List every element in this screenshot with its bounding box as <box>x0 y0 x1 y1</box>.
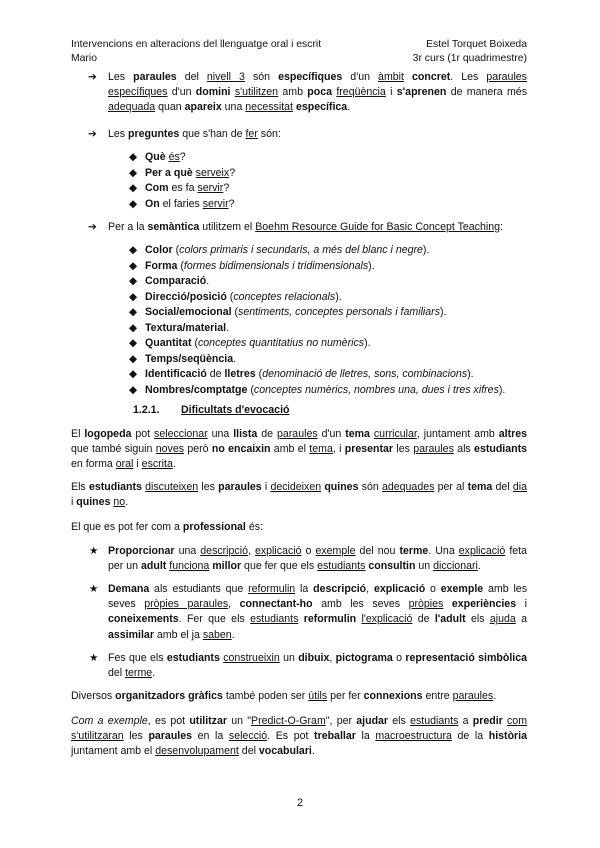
paragraph-nivell-3: Les paraules del nivell 3 són específiques d'un àmbit concret. Les paraules específiques d'un domini s'utilitzen amb poca freqüència i s'aprenen de manera més adequada quan apareix una necessitat específica. <box>108 71 527 114</box>
list-item: Quantitat (conceptes quantitatius no numèrics). <box>145 337 371 349</box>
diamond-bullet: ◆ <box>129 244 138 256</box>
list-item: On el faries servir? <box>145 197 235 210</box>
list-item: Què és? <box>145 151 186 163</box>
star-bullet: ★ <box>89 652 99 664</box>
list-item: Com es fa servir? <box>145 182 230 194</box>
list-item: Color (colors primaris i secundaris, a més del blanc i negre). <box>145 244 430 256</box>
diamond-bullet: ◆ <box>129 306 138 318</box>
star-item-demana: Demana als estudiants que reformulin la descripció, explicació o exemple amb les seves pròpies paraules, connectant-ho amb les seves pròpies experiències i coneixements. Fer que els estudiants reformulin l'explicació de l'adult els ajuda a assimilar amb el ja saben. <box>108 583 527 641</box>
section-number: 1.2.1. <box>133 404 160 416</box>
diamond-bullet: ◆ <box>129 352 138 365</box>
list-item: Temps/seqüència. <box>145 352 237 365</box>
list-item: Identificació de lletres (denominació de lletres, sons, combinacions). <box>145 368 474 380</box>
diamond-bullet: ◆ <box>129 259 138 272</box>
list-item: Forma (formes bidimensionals i tridimensionals). <box>145 259 375 272</box>
paragraph-organitzadors: Diversos organitzadors gràfics també poden ser útils per fer connexions entre paraules. <box>71 690 497 702</box>
diamond-bullet: ◆ <box>129 337 138 349</box>
diamond-bullet: ◆ <box>129 321 138 334</box>
diamond-bullet: ◆ <box>129 368 138 380</box>
paragraph-exemple: Com a exemple, es pot utilitzar un "Predict-O-Gram", per ajudar els estudiants a predir com s'utilitzaran les paraules en la selecció. Es pot treballar la macroestructura de la història juntament amb el desenvolupament del vocabulari. <box>71 715 528 758</box>
list-item: Textura/material. <box>145 321 230 334</box>
list-item: Direcció/posició (conceptes relacionals). <box>145 290 342 303</box>
arrow-bullet: ➔ <box>88 71 97 83</box>
page-number: 2 <box>296 797 304 809</box>
diamond-bullet: ◆ <box>129 182 138 194</box>
paragraph-preguntes: Les preguntes que s'han de fer són: <box>108 128 281 140</box>
header-subject: Mario <box>71 53 97 64</box>
header-title: Intervencions en alteracions del llenguatge oral i escrit <box>71 39 322 50</box>
paragraph-professional: El que es pot fer com a professional és: <box>71 521 263 533</box>
star-bullet: ★ <box>89 583 99 595</box>
paragraph-logopeda: El logopeda pot seleccionar una llista de paraules d'un tema curricular, juntament amb altres que també siguin noves però no encaixin amb el tema, i presentar les paraules als estudiants en forma oral i escrita. <box>71 428 528 471</box>
diamond-bullet: ◆ <box>129 166 138 179</box>
star-item-fes: Fes que els estudiants construeixin un dibuix, pictograma o representació simbòlica del terme. <box>108 652 528 680</box>
star-item-proporcionar: Proporcionar una descripció, explicació o exemple del nou terme. Una explicació feta per un adult funciona millor que fer que els estudiants consultin un diccionari. <box>108 545 527 573</box>
section-title: Dificultats d'evocació <box>181 404 290 416</box>
list-item: Social/emocional (sentiments, conceptes personals i familiars). <box>145 306 447 318</box>
arrow-bullet: ➔ <box>88 128 97 140</box>
paragraph-estudiants: Els estudiants discuteixen les paraules i decideixen quines són adequades per al tema del dia i quines no. <box>71 481 528 509</box>
diamond-bullet: ◆ <box>129 290 138 303</box>
star-bullet: ★ <box>89 545 99 557</box>
diamond-bullet: ◆ <box>129 275 138 287</box>
list-item: Per a què serveix? <box>145 166 236 179</box>
diamond-bullet: ◆ <box>129 197 138 210</box>
header-course: 3r curs (1r quadrimestre) <box>412 53 527 64</box>
list-item: Nombres/comptatge (conceptes numèrics, nombres una, dues i tres xifres). <box>145 383 506 396</box>
arrow-bullet: ➔ <box>88 221 97 233</box>
paragraph-semantica: Per a la semàntica utilitzem el Boehm Resource Guide for Basic Concept Teaching: <box>108 221 503 233</box>
diamond-bullet: ◆ <box>129 383 138 396</box>
list-item: Comparació. <box>145 275 210 287</box>
header-author: Estel Torquet Boixeda <box>426 39 527 50</box>
diamond-bullet: ◆ <box>129 151 138 163</box>
